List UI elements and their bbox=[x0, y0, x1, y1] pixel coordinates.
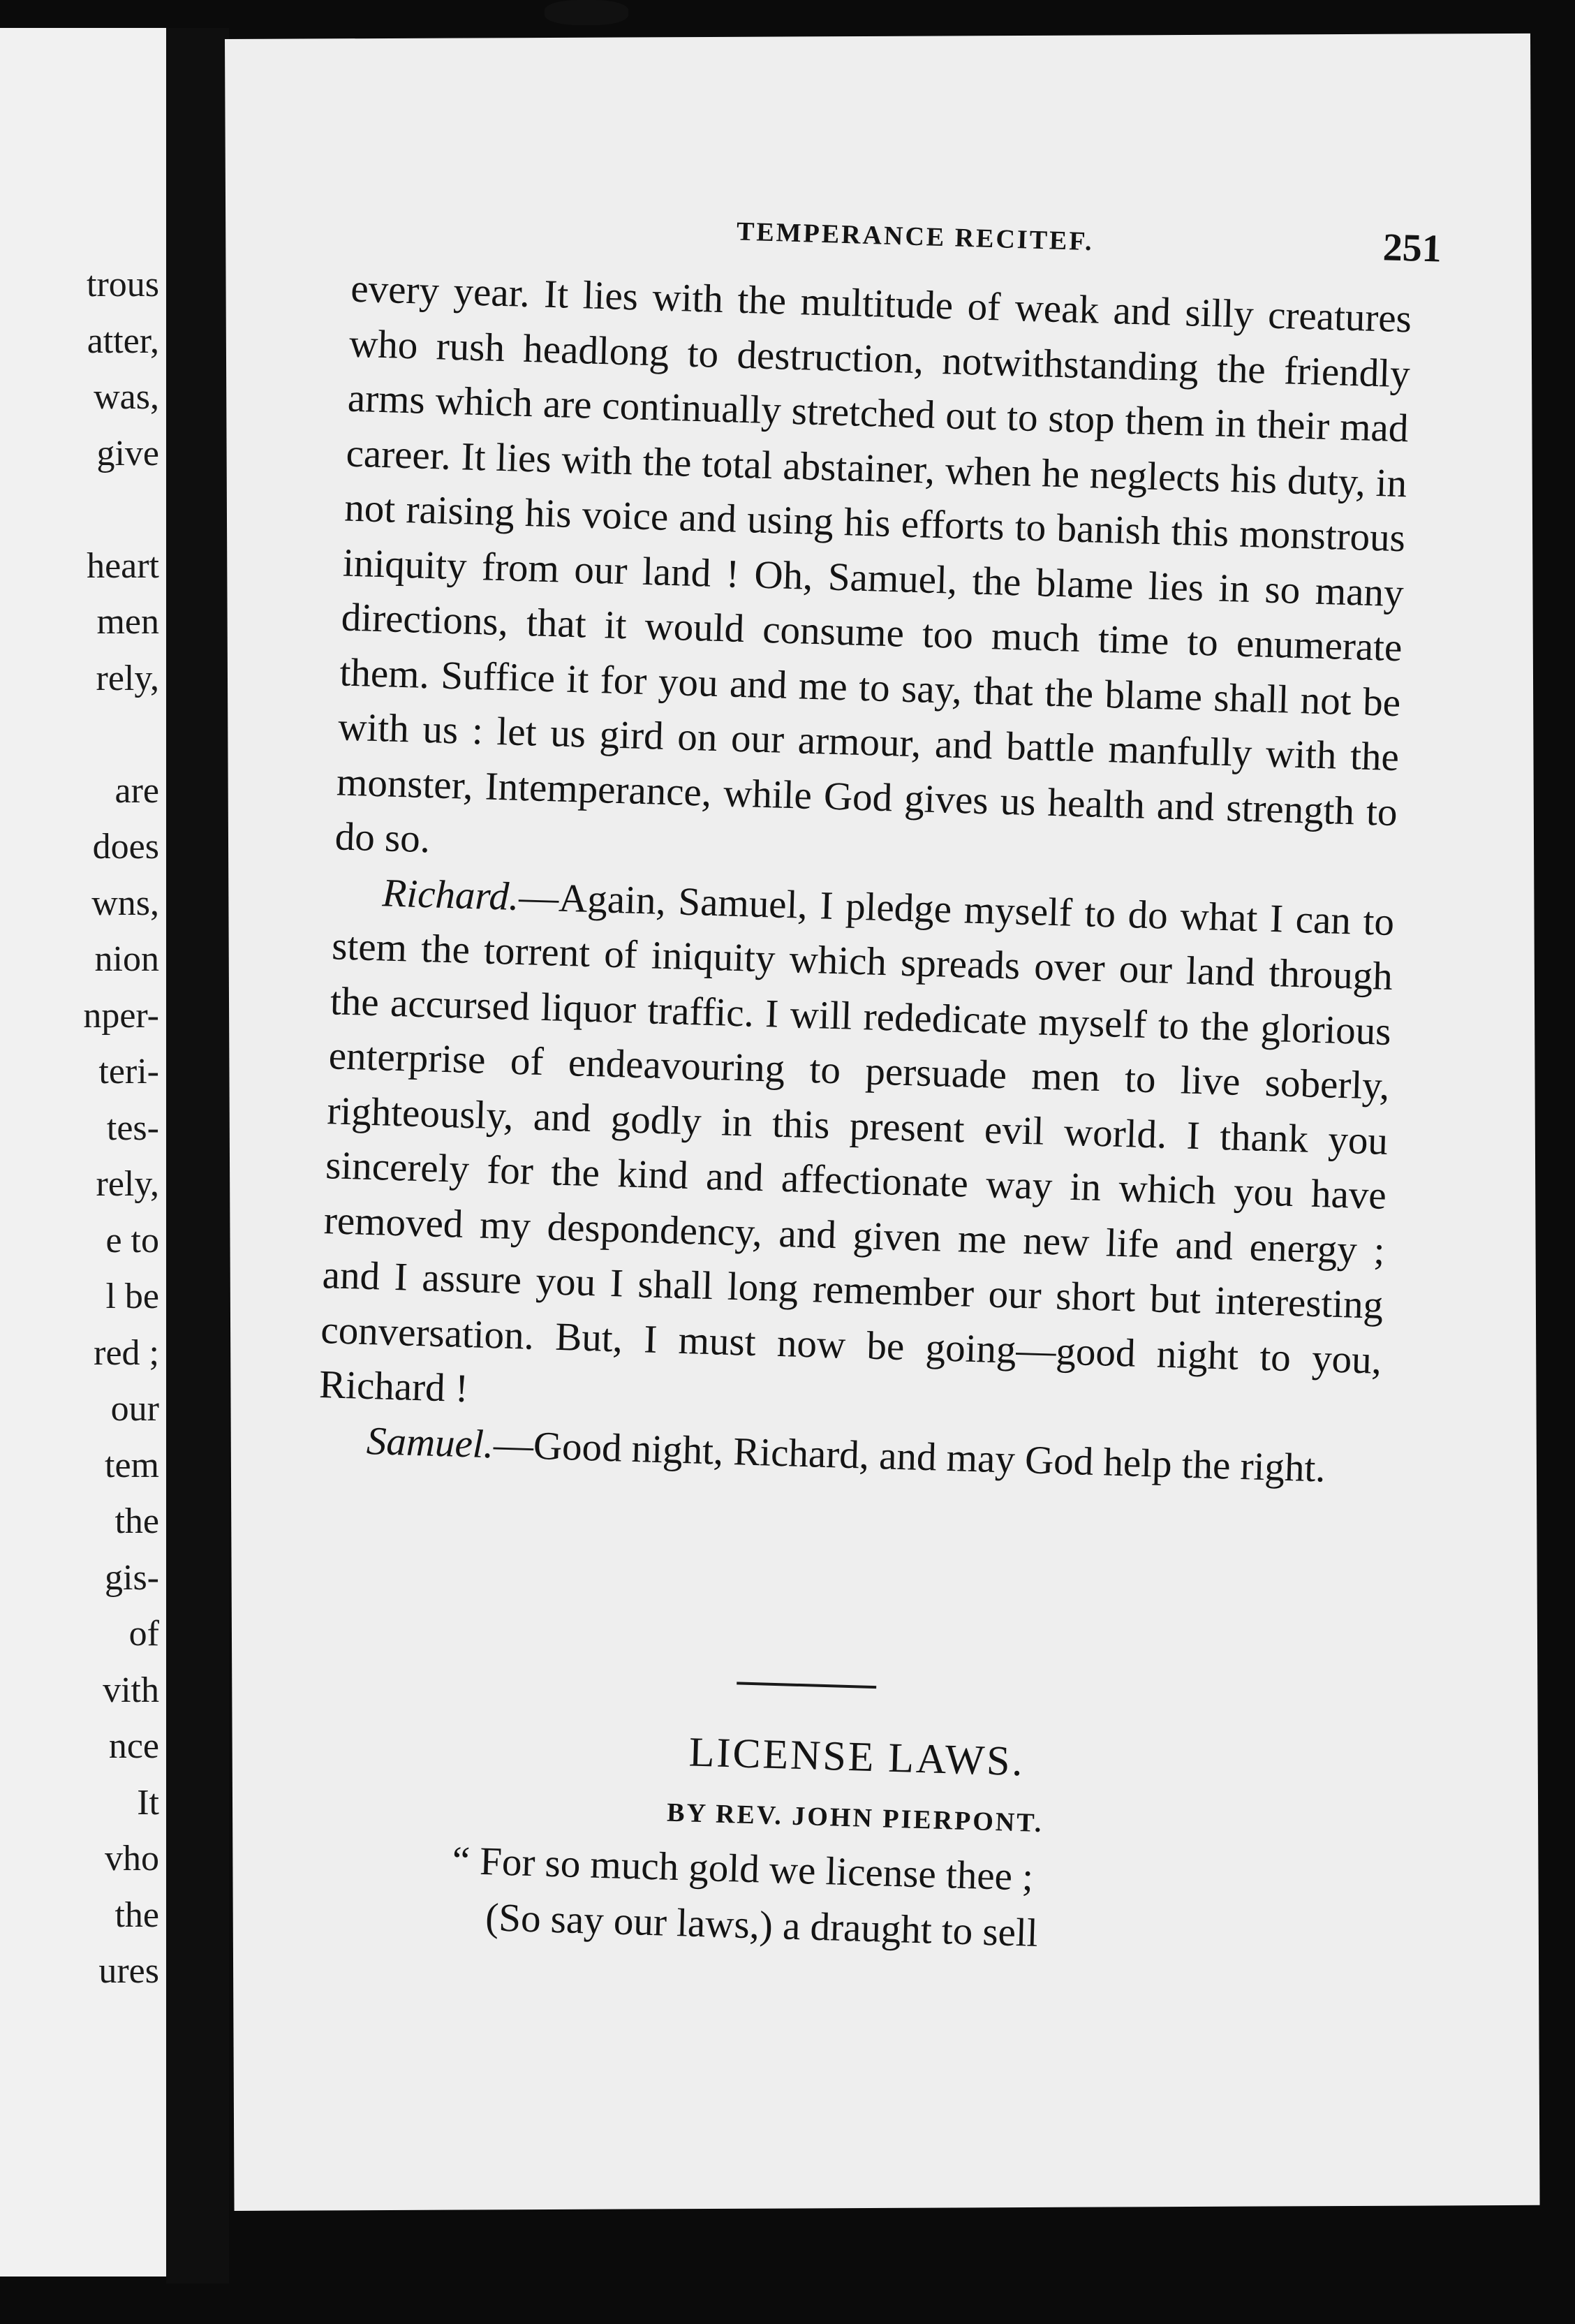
left-page-line: our bbox=[110, 1389, 159, 1429]
left-page-line: heart bbox=[87, 545, 159, 586]
left-page-line: teri- bbox=[98, 1052, 159, 1091]
left-page-line: wns, bbox=[91, 883, 159, 923]
left-page-line: It bbox=[137, 1782, 159, 1823]
poem-title: LICENSE LAWS. bbox=[688, 1728, 1026, 1785]
running-head: TEMPERANCE RECITEF. bbox=[736, 216, 1095, 257]
left-page-line: give bbox=[96, 433, 159, 473]
poem-line: (So say our laws,) a draught to sell bbox=[485, 1895, 1039, 1955]
left-page-line: was, bbox=[94, 377, 159, 417]
left-page-line: are bbox=[114, 770, 159, 811]
left-page-line: vith bbox=[103, 1670, 159, 1710]
left-page-line: rely, bbox=[96, 658, 159, 698]
paragraph-2 bbox=[318, 865, 1395, 1443]
left-page-line: men bbox=[96, 602, 159, 642]
left-page-line: tes- bbox=[106, 1108, 159, 1148]
left-page-line: l be bbox=[105, 1277, 159, 1316]
poem-author: BY REV. JOHN PIERPONT. bbox=[666, 1797, 1044, 1839]
left-page-line: e to bbox=[105, 1220, 159, 1260]
page-number: 251 bbox=[1382, 226, 1442, 271]
section-divider bbox=[737, 1682, 876, 1689]
book-gutter bbox=[166, 28, 229, 2283]
left-page-fragment bbox=[0, 28, 166, 2277]
left-page-line: atter, bbox=[87, 321, 159, 361]
top-edge-mark bbox=[545, 0, 628, 25]
page-content bbox=[225, 34, 1540, 2211]
left-page-line: nion bbox=[94, 939, 159, 979]
left-page-line: vho bbox=[105, 1839, 159, 1878]
body-text bbox=[317, 262, 1412, 1498]
left-page-line: trous bbox=[87, 265, 159, 304]
poem-verse bbox=[450, 1833, 1040, 1962]
page-header bbox=[736, 207, 1442, 283]
left-page-line: nper- bbox=[83, 995, 159, 1036]
paragraph-1: every year. It lies with the multitude of weak and silly creatures who rush headlong to destruction, notwithstanding the friendly arms which are continually stretched out to stop them in their mad career. It lies with the total abstainer, when he neglects his duty, in not raising his voice and using his efforts to banish this monstrous iniquity from our land ! Oh, Samuel, the blame lies in so many directions, that it would consume too much time to enumerate them. Suffice it for you and me to say, that the blame shall not be with us : let us gird on our armour, and battle manfully with the monster, Intemperance, while God gives us health and strength to do so. bbox=[334, 266, 1412, 862]
speaker-samuel: Samuel. bbox=[366, 1418, 494, 1466]
left-page-line: ures bbox=[98, 1951, 159, 1991]
left-page-line: rely, bbox=[96, 1164, 159, 1204]
left-page-line: of bbox=[128, 1614, 159, 1654]
left-page-line: the bbox=[114, 1895, 159, 1935]
left-page-line: red ; bbox=[94, 1332, 159, 1373]
right-page bbox=[225, 34, 1540, 2211]
paragraph-2-text: —Again, Samuel, I pledge myself to do what I can to stem the torrent of iniquity which spreads over our land through the accursed liquor traffic. I will rededicate myself to the glorious enterprise of endeavouring to persuade men to live soberly, righteously, and godly in this present evil world. I thank you sincerely for the kind and affectionate way in which you have removed my despondency, and given me new life and energy ; and I assure you I shall long remember our short but interesting conversation. But, I must now be going—good night to you, Richard ! bbox=[318, 874, 1395, 1411]
left-page-line: nce bbox=[108, 1726, 159, 1766]
paragraph-3-text: —Good night, Richard, and may God help the right. bbox=[493, 1422, 1326, 1491]
left-page-line bbox=[83, 482, 159, 538]
left-page-line bbox=[83, 707, 159, 763]
left-page-line: the bbox=[114, 1501, 159, 1541]
left-page-line: tem bbox=[105, 1445, 159, 1485]
left-page-text bbox=[83, 257, 159, 2000]
left-page-line: gis- bbox=[105, 1557, 159, 1598]
poem-line: “ For so much gold we license thee ; bbox=[451, 1838, 1034, 1899]
left-page-line: does bbox=[92, 827, 159, 867]
speaker-richard: Richard. bbox=[381, 870, 520, 919]
